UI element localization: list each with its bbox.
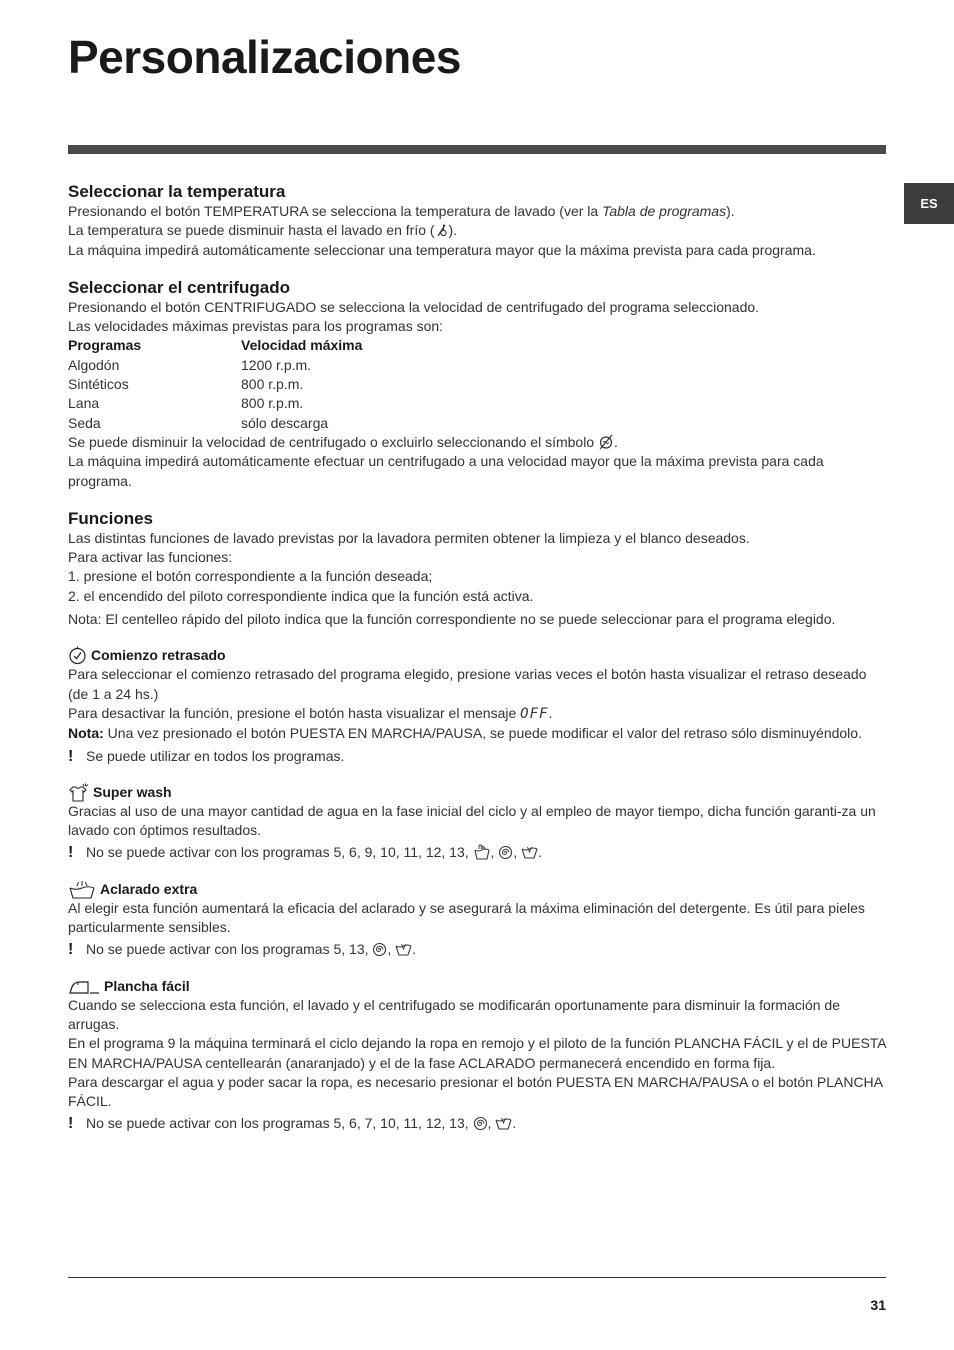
table-header: Velocidad máxima: [241, 337, 363, 354]
super-wash-heading: Super wash: [68, 783, 886, 802]
delayed-start-warning: ! Se puede utilizar en todos los programas.: [68, 747, 345, 765]
spin-paragraph-2: Las velocidades máximas previstas para los programas son:: [68, 318, 444, 335]
table-cell: Seda: [68, 414, 101, 431]
hand-wash-icon: [473, 844, 491, 860]
easy-iron-paragraph-2: En el programa 9 la máquina terminará el ciclo dejando la ropa en remojo y el piloto de la función PLANCHA FÁCIL y el de PUESTA EN MARCHA/PAUSA centellearán (anaranjado) y el de la fase ACLARADO permanecerá encendido en forma fija.: [68, 1035, 886, 1071]
spin-paragraph-3: Se puede disminuir la velocidad de centrifugado o excluirlo seleccionando el símbolo .: [68, 433, 618, 450]
delayed-start-paragraph-2: Para desactivar la función, presione el botón hasta visualizar el mensaje OFF.: [68, 704, 553, 722]
table-row: [68, 356, 362, 375]
extra-rinse-warning: ! No se puede activar con los programas 5, 13, , .: [68, 941, 417, 959]
warning-mark: !: [68, 844, 74, 862]
temperature-heading: Seleccionar la temperatura: [68, 182, 286, 201]
spin-paragraph-1: Presionando el botón CENTRIFUGADO se selecciona la velocidad de centrifugado del programa seleccionado.: [68, 298, 760, 315]
table-row: [68, 414, 362, 433]
subsection-delayed-start: [68, 646, 886, 765]
warning-mark: !: [68, 941, 74, 959]
easy-iron-heading: Plancha fácil: [68, 977, 886, 996]
easy-iron-paragraph-1: Cuando se selecciona esta función, el lavado y el centrifugado se modificarán oportunamente para disminuir la formación de arrugas.: [68, 996, 841, 1032]
table-cell: sólo descarga: [241, 414, 329, 431]
easy-iron-paragraph-3: Para descargar el agua y poder sacar la ropa, es necesario presionar el botón PUESTA EN MARCHA/PAUSA o el botón PLANCHA FÁCIL.: [68, 1073, 883, 1110]
subsection-extra-rinse: [68, 880, 886, 960]
table-cell: Algodón: [68, 356, 120, 373]
section-functions: [68, 508, 886, 1134]
functions-heading: Funciones: [68, 508, 154, 528]
delay-timer-icon: [68, 646, 87, 665]
silk-icon: [495, 1117, 512, 1131]
section-spin: [68, 277, 886, 491]
warning-mark: !: [68, 747, 74, 765]
table-cell: 1200 r.p.m.: [241, 356, 312, 373]
functions-step-2: 2. el encendido del piloto correspondiente indica que la función está activa.: [68, 587, 534, 604]
temperature-paragraph-2: La temperatura se puede disminuir hasta el lavado en frío ( ).: [68, 222, 458, 239]
table-header-row: [68, 336, 362, 355]
table-cell: 800 r.p.m.: [241, 395, 304, 412]
super-wash-paragraph-1: Gracias al uso de una mayor cantidad de agua en la fase inicial del ciclo y al empleo de mayor tiempo, dicha función garanti-za un lavado con óptimos resultados.: [68, 802, 876, 839]
wool-spiral-icon: [372, 942, 387, 957]
silk-icon: [521, 846, 538, 860]
subsection-easy-iron: [68, 977, 886, 1134]
spin-speed-table: [68, 336, 362, 432]
delayed-start-heading: Comienzo retrasado: [68, 646, 886, 665]
language-tab: ES: [904, 183, 954, 224]
extra-rinse-heading: Aclarado extra: [68, 880, 886, 899]
table-row: [68, 375, 362, 394]
easy-iron-warning: ! No se puede activar con los programas 5, 6, 7, 10, 11, 12, 13, , .: [68, 1115, 517, 1133]
table-header: Programas: [68, 337, 142, 354]
table-cell: Lana: [68, 395, 100, 412]
iron-icon: [68, 979, 100, 996]
section-temperature: [68, 181, 886, 260]
spin-exclude-icon: [598, 434, 614, 450]
temperature-paragraph-3: La máquina impedirá automáticamente seleccionar una temperatura mayor que la máxima prevista para cada programa.: [68, 241, 816, 258]
silk-icon: [395, 943, 412, 957]
wool-spiral-icon: [473, 1116, 488, 1131]
off-display-text: OFF: [520, 705, 549, 722]
functions-paragraph-1: Las distintas funciones de lavado previstas por la lavadora permiten obtener la limpieza y el blanco deseados.: [68, 529, 750, 546]
super-wash-shirt-icon: [68, 783, 89, 802]
bottom-rule: [68, 1277, 886, 1278]
page-title: Personalizaciones: [68, 31, 461, 83]
subsection-super-wash: [68, 783, 886, 863]
top-rule: [68, 145, 886, 154]
extra-rinse-paragraph-1: Al elegir esta función aumentará la eficacia del aclarado y se asegurará la máxima eliminación del detergente. Es útil para pieles particularmente sensibles.: [68, 899, 865, 936]
cold-wash-icon: [435, 223, 449, 238]
spin-heading: Seleccionar el centrifugado: [68, 277, 291, 297]
functions-step-1: 1. presione el botón correspondiente a la función deseada;: [68, 568, 433, 585]
functions-paragraph-2: Para activar las funciones:: [68, 549, 233, 566]
delayed-start-note: Nota: Una vez presionado el botón PUESTA EN MARCHA/PAUSA, se puede modificar el valor del retraso sólo disminuyéndolo.: [68, 725, 862, 742]
spin-paragraph-4: La máquina impedirá automáticamente efectuar un centrifugado a una velocidad mayor que la máxima prevista para cada programa.: [68, 453, 824, 489]
wool-spiral-icon: [498, 845, 513, 860]
programs-table-ref: Tabla de programas: [602, 203, 727, 219]
super-wash-warning: ! No se puede activar con los programas 5, 6, 9, 10, 11, 12, 13, , , .: [68, 844, 542, 862]
table-cell: Sintéticos: [68, 376, 129, 393]
main-content: [68, 181, 886, 1134]
warning-mark: !: [68, 1115, 74, 1133]
extra-rinse-icon: [68, 880, 96, 899]
page-number: 31: [870, 1297, 886, 1313]
temperature-paragraph-1: Presionando el botón TEMPERATURA se selecciona la temperatura de lavado (ver la Tabla de programas).: [68, 203, 735, 219]
delayed-start-paragraph-1: Para seleccionar el comienzo retrasado del programa elegido, presione varias veces el botón hasta visualizar el retraso deseado (de 1 a 24 hs.): [68, 666, 867, 702]
functions-note: Nota: El centelleo rápido del piloto indica que la función correspondiente no se puede seleccionar para el programa elegido.: [68, 611, 836, 628]
table-row: [68, 394, 362, 413]
table-cell: 800 r.p.m.: [241, 376, 304, 393]
